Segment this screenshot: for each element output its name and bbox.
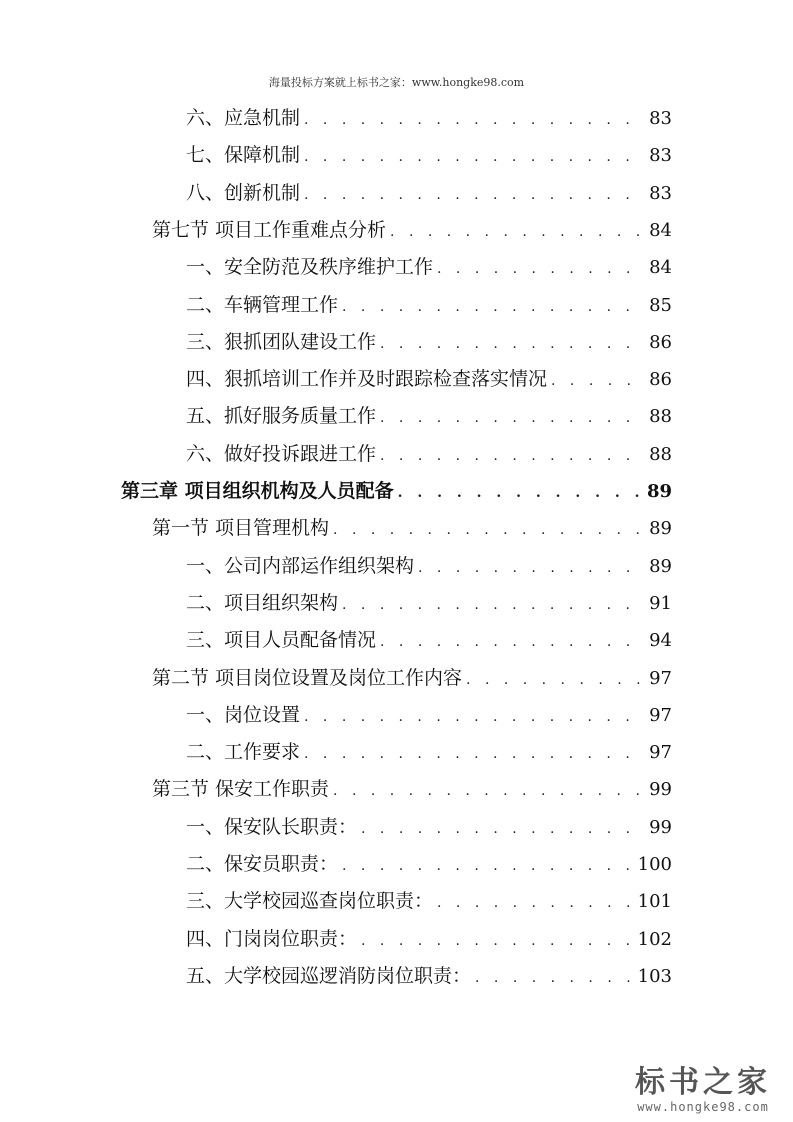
dot-leader (361, 811, 643, 848)
toc-page-number: 84 (649, 219, 672, 241)
toc-entry-item[interactable] (186, 548, 672, 585)
toc-entry-item[interactable] (186, 361, 672, 398)
toc-entry-label: 三、大学校园巡查岗位职责： (186, 890, 434, 913)
logo-url: www.hongke98.com (637, 1100, 769, 1114)
toc-entry-section[interactable] (152, 771, 672, 808)
dot-leader (418, 550, 643, 587)
toc-entry-item[interactable] (186, 734, 672, 771)
dot-leader (342, 289, 643, 326)
dot-leader (333, 512, 643, 549)
toc-entry-item[interactable] (186, 921, 672, 958)
toc-entry-label: 六、做好投诉跟进工作 (186, 442, 377, 465)
toc-entry-item[interactable] (186, 809, 672, 846)
dot-leader (398, 475, 641, 512)
toc-entry-item[interactable] (186, 100, 672, 137)
dot-leader (342, 848, 632, 885)
dot-leader (466, 662, 643, 699)
toc-entry-item[interactable] (186, 883, 672, 920)
toc-page-number: 97 (649, 742, 672, 764)
toc-entry-label: 四、门岗岗位职责： (186, 927, 358, 950)
toc-page-number: 103 (637, 965, 672, 987)
toc-entry-label: 四、狠抓培训工作并及时跟踪检查落实情况 (186, 368, 548, 391)
toc-entry-label: 一、岗位设置 (186, 703, 301, 726)
toc-entry-label: 二、工作要求 (186, 741, 301, 764)
toc-page-number: 84 (649, 257, 672, 279)
toc-page-number: 97 (649, 667, 672, 689)
toc-entry-item[interactable] (186, 287, 672, 324)
toc-page-number: 94 (649, 630, 672, 652)
brand-logo (623, 1066, 783, 1114)
toc-page-number: 89 (649, 555, 672, 577)
dot-leader (437, 251, 643, 288)
toc-entry-label: 七、保障机制 (186, 144, 301, 167)
toc-entry-item[interactable] (186, 697, 672, 734)
toc-entry-label: 二、保安员职责： (186, 853, 339, 875)
toc-entry-label: 五、抓好服务质量工作 (186, 405, 377, 428)
toc-entry-chapter[interactable] (121, 473, 672, 510)
dot-leader (380, 624, 643, 661)
toc-page-number: 83 (649, 182, 672, 204)
toc-entry-item[interactable] (186, 175, 672, 212)
toc-page-number: 101 (637, 891, 672, 913)
dot-leader (304, 177, 643, 214)
toc-entry-item[interactable] (186, 249, 672, 286)
toc-entry-section[interactable] (152, 660, 672, 697)
toc-entry-item[interactable] (186, 436, 672, 473)
toc-page-number: 83 (649, 145, 672, 167)
toc-entry-section[interactable] (152, 510, 672, 547)
dot-leader (390, 214, 643, 251)
toc-page-number: 89 (649, 518, 672, 540)
toc-page-number: 100 (637, 854, 672, 875)
toc-entry-label: 三、项目人员配备情况 (186, 629, 377, 652)
toc-page-number: 91 (649, 592, 672, 614)
toc-page-number: 86 (649, 331, 672, 353)
toc-entry-item[interactable] (186, 846, 672, 883)
page-header: 海量投标方案就上标书之家：www.hongke98.com (268, 76, 525, 89)
toc-page-number: 89 (646, 481, 672, 502)
dot-leader (380, 400, 643, 437)
toc-entry-label: 一、公司内部运作组织架构 (186, 554, 415, 577)
toc-page-number: 99 (649, 779, 672, 801)
toc-entry-label: 五、大学校园巡逻消防岗位职责： (186, 964, 472, 987)
toc-entry-label: 一、保安队长职责： (186, 815, 358, 838)
toc-entry-item[interactable] (186, 958, 672, 995)
dot-leader (551, 363, 643, 400)
toc-page-number: 88 (649, 443, 672, 465)
toc-entry-label: 六、应急机制 (186, 107, 301, 129)
toc-entry-label: 第七节 项目工作重难点分析 (152, 218, 387, 241)
dot-leader (304, 139, 643, 176)
toc-entry-item[interactable] (186, 398, 672, 435)
toc-entry-label: 八、创新机制 (186, 181, 301, 204)
toc-entry-item[interactable] (186, 137, 672, 174)
dot-leader (304, 736, 643, 773)
dot-leader (380, 438, 643, 475)
dot-leader (304, 699, 643, 736)
dot-leader (437, 885, 632, 922)
toc-entry-label: 第三节 保安工作职责 (152, 778, 330, 801)
dot-leader (475, 960, 632, 997)
toc-entry-label: 三、狠抓团队建设工作 (186, 330, 377, 353)
toc-entry-item[interactable] (186, 622, 672, 659)
toc-entry-item[interactable] (186, 324, 672, 361)
toc-page-number: 86 (649, 369, 672, 391)
dot-leader (333, 773, 643, 810)
logo-text: 标书之家 (635, 1065, 771, 1100)
dot-leader (342, 587, 643, 624)
toc-page-number: 85 (649, 294, 672, 316)
toc-entry-label: 一、安全防范及秩序维护工作 (186, 256, 434, 279)
toc-page-number: 88 (649, 406, 672, 428)
toc-entry-label: 二、车辆管理工作 (186, 293, 339, 316)
toc-entry-item[interactable] (186, 585, 672, 622)
toc-entry-label: 二、项目组织架构 (186, 591, 339, 614)
dot-leader (380, 326, 643, 363)
toc-entry-label: 第三章 项目组织机构及人员配备 (121, 480, 394, 502)
toc-page-number: 102 (637, 928, 672, 950)
toc-page-number: 97 (649, 704, 672, 726)
dot-leader (304, 102, 643, 139)
toc-entry-section[interactable] (152, 212, 672, 249)
dot-leader (361, 923, 632, 960)
toc-entry-label: 第一节 项目管理机构 (152, 517, 330, 540)
toc-entry-label: 第二节 项目岗位设置及岗位工作内容 (152, 666, 463, 689)
toc-page-number: 99 (649, 816, 672, 838)
toc-page-number: 83 (649, 108, 672, 129)
